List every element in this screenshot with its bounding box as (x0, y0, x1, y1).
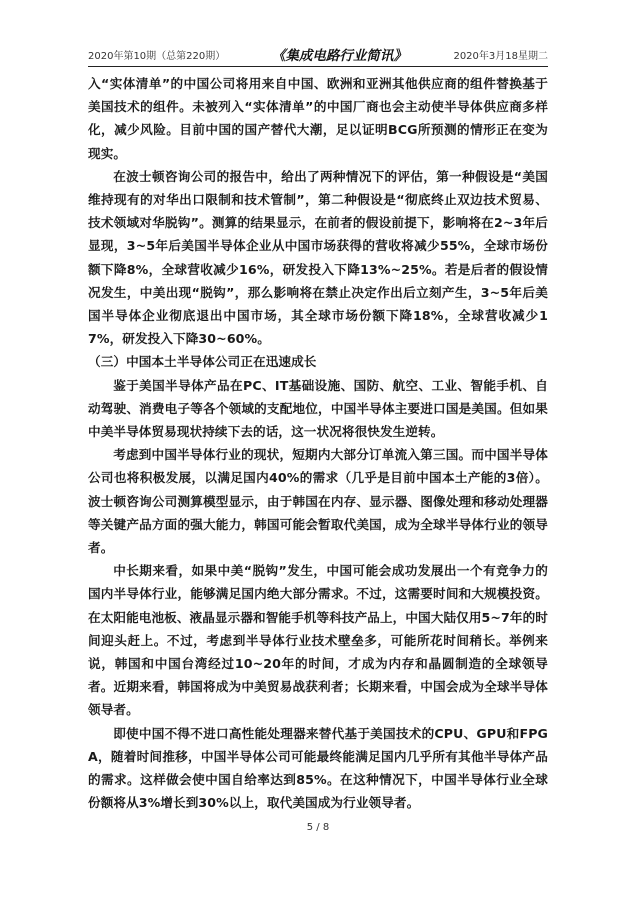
section-heading: （三）中国本土半导体公司正在迅速成长 (88, 354, 317, 370)
article-body (88, 72, 548, 815)
paragraph-3: 鉴于美国半导体产品在PC、IT基础设施、国防、航空、工业、智能手机、自动驾驶、消费电子等各个领域的支配地位，中国半导体主要进口国是美国。但如果中美半导体贸易现状持续下去的话，这一状况将很快发生逆转。 (88, 377, 548, 440)
paragraph-6: 即使中国不得不进口高性能处理器来替代基于美国技术的CPU、GPU和FPGA，随着时间推移，中国半导体公司可能最终能满足国内几乎所有其他半导体产品的需求。这样做会使中国自给率达到85%。在这种情况下，中国半导体行业全球份额将从3%增长到30%以上，取代美国成为行业领导者。 (88, 725, 548, 811)
page-header (88, 44, 548, 64)
paragraph-2: 在波士顿咨询公司的报告中，给出了两种情况下的评估，第一种假设是“美国维持现有的对华出口限制和技术管制”，第二种假设是“彻底终止双边技术贸易、技术领域对华脱钩”。测算的结果显示，在前者的假设前提下，影响将在2~3年后显现，3~5年后美国半导体企业从中国市场获得的营收将减少55%，全球市场份额下降8%，全球营收减少16%，研发投入下降13%~25%。若是后者的假设情况发生，中美出现“脱钩”，那么影响将在禁止决定作出后立刻产生，3~5年后美国半导体企业彻底退出中国市场，其全球市场份额下降18%，全球营收减少17%，研发投入下降30~60%。 (88, 168, 548, 347)
header-rule (88, 66, 548, 67)
paragraph-4: 考虑到中国半导体行业的现状，短期内大部分订单流入第三国。而中国半导体公司也将积极发展，以满足国内40%的需求（几乎是目前中国本土产能的3倍）。波士顿咨询公司测算模型显示，由于韩国在内存、显示器、图像处理和移动处理器等关键产品方面的强大能力，韩国可能会暂取代美国，成为全球半导体行业的领导者。 (88, 447, 548, 556)
publication-title: 《集成电路行业简讯》 (271, 48, 407, 64)
issue-number: 2020年第10期（总第220期） (88, 50, 226, 62)
paragraph-5: 中长期来看，如果中美“脱钩”发生，中国可能会成功发展出一个有竞争力的国内半导体行业，能够满足国内绝大部分需求。不过，这需要时间和大规模投资。在太阳能电池板、液晶显示器和智能手机等科技产品上，中国大陆仅用5~7年的时间迎头赶上。不过，考虑到半导体行业技术壁垒多，可能所花时间稍长。举例来说，韩国和中国台湾经过10~20年的时间，才成为内存和晶圆制造的全球领导者。近期来看，韩国将成为中美贸易战获利者；长期来看，中国会成为全球半导体领导者。 (88, 563, 548, 718)
paragraph-1: 入“实体清单”的中国公司将用来自中国、欧洲和亚洲其他供应商的组件替换基于美国技术的组件。未被列入“实体清单”的中国厂商也会主动使半导体供应商多样化，减少风险。目前中国的国产替代大潮，足以证明BCG所预测的情形正在变为现实。 (88, 76, 548, 161)
page-number: 5 / 8 (306, 822, 330, 833)
issue-date: 2020年3月18星期二 (453, 50, 548, 62)
